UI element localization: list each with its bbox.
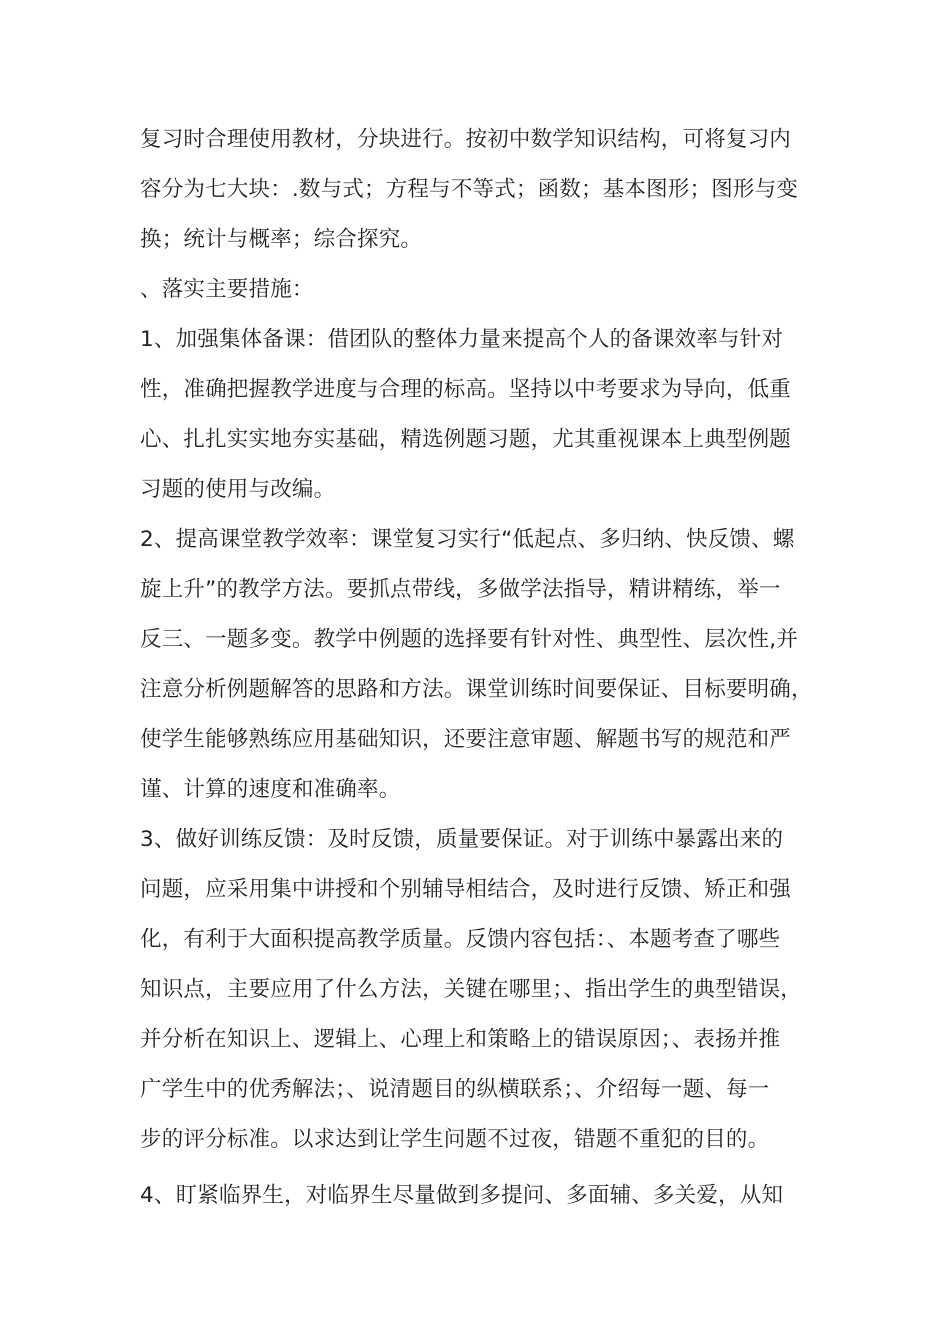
text-line: 化，有利于大面积提高教学质量。反馈内容包括：、本题考查了哪些 — [140, 927, 781, 952]
text-line: 1、加强集体备课：借团队的整体力量来提高个人的备课效率与针对 — [140, 327, 784, 352]
text-line: 知识点，主要应用了什么方法，关键在哪里；、指出学生的典型错误， — [140, 977, 802, 1002]
text-line: 容分为七大块：.数与式；方程与不等式；函数；基本图形；图形与变 — [140, 177, 799, 202]
text-line: 并分析在知识上、逻辑上、心理上和策略上的错误原因；、表扬并推 — [140, 1027, 781, 1052]
text-line: 换；统计与概率；综合探究。 — [140, 227, 423, 252]
text-line: 复习时合理使用教材，分块进行。按初中数学知识结构，可将复习内 — [140, 127, 792, 152]
text-line: 注意分析例题解答的思路和方法。课堂训练时间要保证、目标要明确， — [140, 677, 813, 702]
text-line: 旋上升”的教学方法。要抓点带线，多做学法指导，精讲精练，举一 — [140, 577, 781, 602]
text-line: 广学生中的优秀解法；、说清题目的纵横联系；、介绍每一题、每一 — [140, 1077, 770, 1102]
text-line: 4、盯紧临界生，对临界生尽量做到多提问、多面辅、多关爱，从知 — [140, 1183, 784, 1208]
text-line: 3、做好训练反馈：及时反馈，质量要保证。对于训练中暴露出来的 — [140, 827, 784, 852]
text-line: 性，准确把握教学进度与合理的标高。坚持以中考要求为导向，低重 — [140, 377, 792, 402]
text-line: 2、提高课堂教学效率：课堂复习实行“低起点、多归纳、快反馈、螺 — [140, 527, 795, 552]
text-line: 反三、一题多变。教学中例题的选择要有针对性、典型性、层次性,并 — [140, 627, 799, 652]
text-line: 使学生能够熟练应用基础知识，还要注意审题、解题书写的规范和严 — [140, 727, 792, 752]
text-line: 步的评分标准。以求达到让学生问题不过夜，错题不重犯的目的。 — [140, 1127, 770, 1152]
text-line: 谨、计算的速度和准确率。 — [140, 777, 401, 802]
section-heading: 、落实主要措施： — [140, 277, 314, 302]
text-line: 问题，应采用集中讲授和个别辅导相结合，及时进行反馈、矫正和强 — [140, 877, 792, 902]
text-line: 心、扎扎实实地夯实基础，精选例题习题，尤其重视课本上典型例题 — [140, 427, 792, 452]
text-line: 习题的使用与改编。 — [140, 477, 336, 502]
